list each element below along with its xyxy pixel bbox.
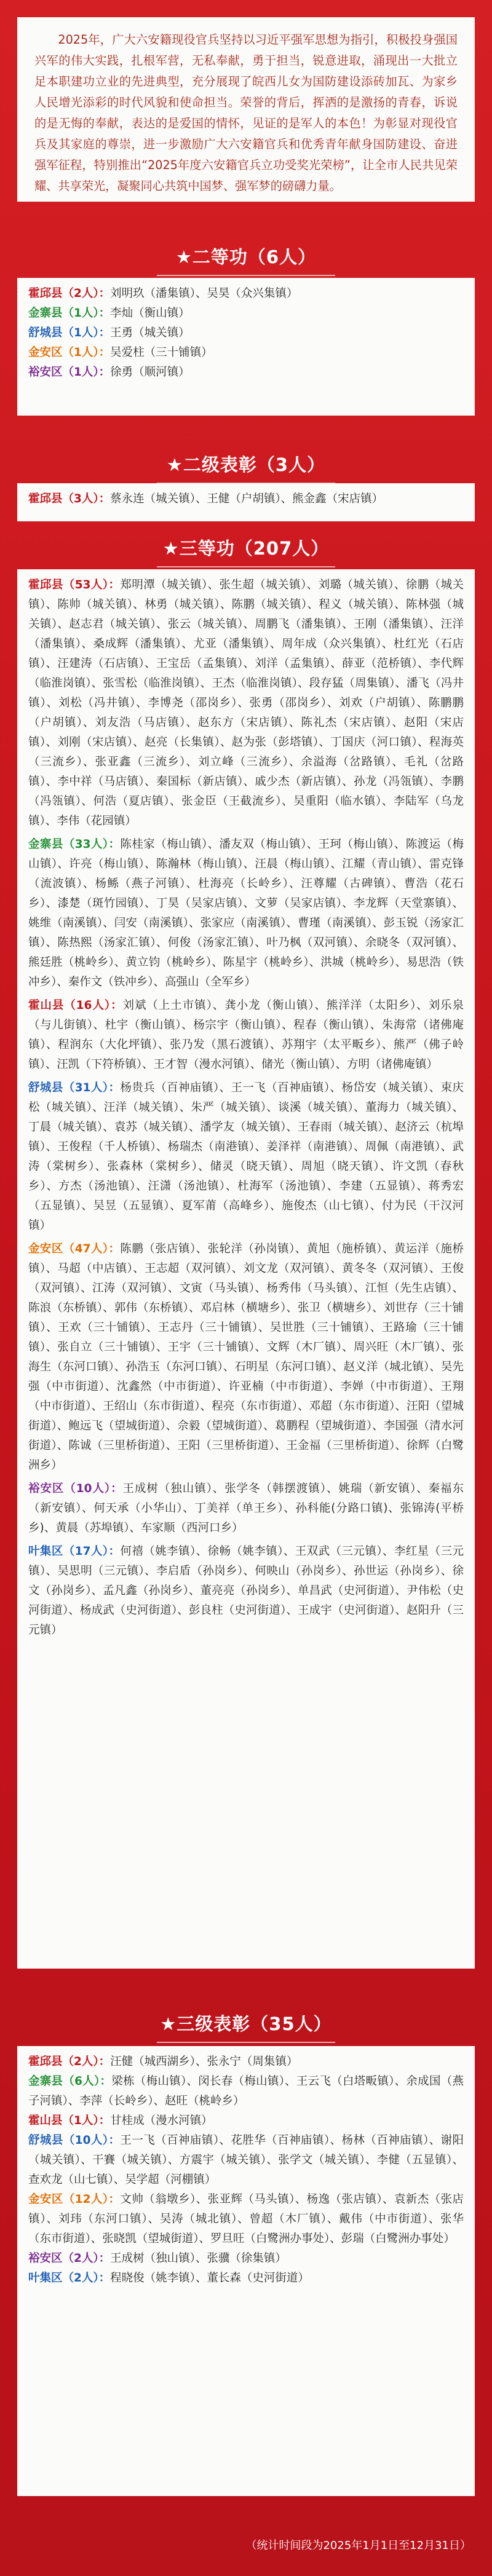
statistics-period-note: （统计时间段为2025年1月1日至12月31日）: [245, 2539, 471, 2552]
county-label: 霍邱县（53人）：: [28, 579, 121, 591]
third-class-merit-panel: [17, 569, 475, 1969]
list-item: [28, 284, 464, 304]
section-title-text: ★三级表彰（35人）: [160, 2013, 332, 2034]
people-list: 蔡永连（城关镇）、王健（户胡镇）、熊金鑫（宋店镇）: [110, 492, 384, 505]
list-item: [28, 575, 464, 831]
list-item: [28, 2131, 464, 2190]
county-label: 舒城县（1人）：: [28, 326, 111, 339]
county-label: 金安区（47人）：: [28, 1243, 121, 1255]
third-level-commendation-rows: [17, 2046, 475, 2294]
county-label: 裕安区（10人）：: [28, 1482, 123, 1495]
list-item: [28, 343, 464, 363]
section-title-text: ★二级表彰（3人）: [166, 454, 326, 475]
intro-panel: [17, 17, 475, 202]
second-class-merit-rows: [17, 278, 475, 389]
second-level-commendation-panel: [17, 483, 475, 521]
people-list: 吴爱柱（三十铺镇）: [110, 346, 213, 359]
section-title-third-class-merit: [0, 535, 492, 567]
list-item: [28, 2190, 464, 2249]
people-list: 汪健（城西湖乡）、张永宁（周集镇）: [110, 2055, 298, 2068]
section-underline: [157, 566, 335, 567]
people-list: 刘明玖（潘集镇）、吴昊（众兴集镇）: [110, 287, 298, 300]
county-label: 霍邱县（2人）：: [28, 287, 111, 300]
county-label: 舒城县（31人）：: [28, 1081, 121, 1094]
people-list: 甘桂成（漫水河镇）: [110, 2114, 213, 2127]
people-list: 梁栋（梅山镇）、闵长春（梅山镇）、王云飞（白塔畈镇）、余成国（燕子河镇）、李萍（长岭乡）、赵旺（桃岭乡）: [28, 2075, 464, 2108]
people-list: 陈桂家（梅山镇）、潘友双（梅山镇）、王珂（梅山镇）、陈渡运（梅山镇）、许亮（梅山镇）、陈瀚林（梅山镇）、汪晨（梅山镇）、江耀（青山镇）、雷克锋（流波镇）、杨鲧（燕子河镇）、杜海亮（长岭乡）、汪尊耀（古碑镇）、曹浩（花石乡）、漆楚（斑竹园镇）、丁昊（吴家店镇）、文萝（吴家店镇）、李龙辉（天堂寨镇）、姚维（南溪镇）、闫安（南溪镇）、张家应（南溪镇）、曹瑾（南溪镇）、彭玉锐（汤家汇镇）、陈热熙（汤家汇镇）、何俊（汤家汇镇）、叶乃枫（双河镇）、余晓冬（双河镇）、熊廷胜（桃岭乡）、黄立钧（桃岭乡）、陈星宇（桃岭乡）、洪城（桃岭乡）、易思浩（铁冲乡）、秦作文（铁冲乡）、高强山（全军乡）: [28, 838, 464, 989]
county-label: 霍邱县（2人）：: [28, 2055, 111, 2068]
list-item: [28, 2111, 464, 2131]
county-label: 霍山县（16人）：: [28, 999, 123, 1012]
second-level-commendation-rows: [17, 483, 475, 515]
section-title-text: ★三等功（207人）: [162, 538, 330, 559]
list-item: [28, 1239, 464, 1476]
list-item: [28, 489, 464, 509]
list-item: [28, 2269, 464, 2288]
people-list: 王勇（城关镇）: [110, 326, 190, 339]
people-list: 程晓俊（姚李镇）、董长森（史河街道）: [110, 2272, 309, 2285]
list-item: [28, 363, 464, 382]
people-list: 陈鹏（张店镇）、张轮洋（孙岗镇）、黄旭（施桥镇）、黄运洋（施桥镇）、马超（中店镇）、王志超（双河镇）、刘文龙（双河镇）、黄冬冬（双河镇）、王俊（双河镇）、江涛（双河镇）、文寅（马头镇）、杨秀伟（马头镇）、江恒（先生店镇）、陈浪（东桥镇）、郭伟（东桥镇）、邓启林（横塘乡）、张卫（横塘乡）、刘世存（三十铺镇）、王欢（三十铺镇）、王志丹（三十铺镇）、吴世胜（三十铺镇）、王路瑜（三十铺镇）、张自立（三十铺镇）、王宇（三十铺镇）、文辉（木厂镇）、周兴旺（木厂镇）、张海生（东河口镇）、孙浩玉（东河口镇）、石明星（东河口镇）、赵义洋（城北镇）、吴先强（中市街道）、沈鑫然（中市街道）、许亚楠（中市街道）、李婵（中市街道）、王翔（中市街道）、王绍山（东市街道）、程亮（东市街道）、邓超（东市街道）、汪阳（望城街道）、鲍远飞（望城街道）、佘毅（望城街道）、葛鹏程（望城街道）、李国强（清水河街道）、陈诚（三里桥街道）、王阳（三里桥街道）、王金福（三里桥街道）、徐辉（白鹭洲乡）: [28, 1243, 464, 1472]
section-underline: [157, 275, 335, 276]
section-title-second-class-merit: [0, 243, 492, 276]
people-list: 刘斌（上土市镇）、龚小龙（衡山镇）、熊洋洋（太阳乡）、刘乐泉（与儿街镇）、杜宇（衡山镇）、杨宗宇（衡山镇）、程春（衡山镇）、朱海常（诸佛庵镇）、程润东（大化坪镇）、张乃发（黑石渡镇）、苏翔宇（太平畈乡）、熊严（佛子岭镇）、汪凯（下符桥镇）、王才智（漫水河镇）、储光（衡山镇）、方明（诸佛庵镇）: [28, 999, 464, 1071]
list-item: [28, 2249, 464, 2269]
people-list: 何禧（姚李镇）、徐畅（姚李镇）、王双武（三元镇）、李红星（三元镇）、吴思明（三元镇）、李启盾（孙岗乡）、何映山（孙岗乡）、孙世运（孙岗乡）、徐文（孙岗乡）、孟凡鑫（孙岗乡）、董亮亮（孙岗乡）、单昌武（史河街道）、尹伟松（史河街道）、杨成武（史河街道）、彭良柱（史河街道）、王成宇（史河街道）、赵阳升（三元镇）: [28, 1545, 464, 1637]
third-level-commendation-panel: [17, 2046, 475, 2496]
list-item: [28, 1479, 464, 1538]
county-label: 金安区（1人）：: [28, 346, 111, 359]
county-label: 金寨县（1人）：: [28, 307, 111, 320]
county-label: 裕安区（1人）：: [28, 366, 111, 379]
county-label: 叶集区（17人）：: [28, 1545, 121, 1558]
county-label: 舒城县（10人）：: [28, 2134, 121, 2147]
people-list: 杨贵兵（百神庙镇）、王一飞（百神庙镇）、杨岱安（城关镇）、束庆松（城关镇）、汪洋（城关镇）、朱严（城关镇）、谈溪（城关镇）、董海力（城关镇）、丁晨（城关镇）、袁苏（城关镇）、潘学友（城关镇）、王春雨（城关镇）、赵济云（杭埠镇）、王俊程（千人桥镇）、杨瑞杰（南港镇）、姜泽祥（南港镇）、周佩（南港镇）、武涛（棠树乡）、张森林（棠树乡）、储灵（晓天镇）、周旭（晓天镇）、许文凯（春秋乡）、方杰（汤池镇）、汪潇（汤池镇）、杜海军（汤池镇）、李建（五显镇）、蒋秀宏（五显镇）、吴昱（五显镇）、夏军莆（高峰乡）、施俊杰（山七镇）、付为民（干汉河镇）: [28, 1081, 464, 1232]
section-title-third-level-commendation: [0, 2010, 492, 2043]
list-item: [28, 2072, 464, 2111]
people-list: 王一飞（百神庙镇）、花胜华（百神庙镇）、杨林（百神庙镇）、谢阳（城关镇）、干賽（城关镇）、方震宇（城关镇）、张学文（城关镇）、李健（五显镇）、查欢龙（山七镇）、吴学超（河棚镇）: [28, 2134, 464, 2186]
list-item: [28, 1078, 464, 1236]
people-list: 郑明潭（城关镇）、张生超（城关镇）、刘璐（城关镇）、徐鹏（城关镇）、陈帅（城关镇）、林勇（城关镇）、陈鹏（城关镇）、程义（城关镇）、陈林强（城关镇）、赵志君（城关镇）、张云（城关镇）、周鹏飞（潘集镇）、王刚（潘集镇）、汪洋（潘集镇）、桑成辉（潘集镇）、尤亚（潘集镇）、周年成（众兴集镇）、杜红光（石店镇）、汪建涛（石店镇）、王宝岳（孟集镇）、刘洋（孟集镇）、薛亚（范桥镇）、李代辉（临淮岗镇）、张雪松（临淮岗镇）、王杰（临淮岗镇）、段存猛（周集镇）、潘飞（冯井镇）、刘松（冯井镇）、李博尧（邵岗乡）、张勇（邵岗乡）、刘欢（户胡镇）、陈鹏鹏（户胡镇）、刘友浩（马店镇）、赵东方（宋店镇）、陈礼杰（宋店镇）、赵阳（宋店镇）、刘刚（宋店镇）、赵亮（长集镇）、赵为张（彭塔镇）、丁国庆（河口镇）、程海英（三流乡）、张亚鑫（三流乡）、刘立峰（三流乡）、余溢海（岔路镇）、毛礼（岔路镇）、李中祥（马店镇）、秦国标（新店镇）、戚少杰（新店镇）、孙龙（冯瓴镇）、李鹏（冯瓴镇）、何浩（夏店镇）、张金臣（王截流乡）、吴重阳（临水镇）、李陆军（乌龙镇）、李伟（花园镇）: [28, 579, 464, 828]
county-label: 金安区（12人）：: [28, 2193, 121, 2206]
list-item: [28, 835, 464, 992]
section-title-second-level-commendation: [0, 451, 492, 484]
people-list: 文帅（翁墩乡）、张亚辉（马头镇）、杨逸（张店镇）、袁新杰（张店镇）、刘玮（东河口镇）、吴涛（城北镇）、曾超（木厂镇）、戴伟（中市街道）、张华（东市街道）、张晓凯（望城街道）、罗旦旺（白鹭洲办事处）、彭瑞（白鹭洲办事处）: [28, 2193, 464, 2245]
county-label: 金寨县（6人）：: [28, 2075, 112, 2088]
third-class-merit-rows: [17, 569, 475, 1650]
county-label: 霍山县（1人）：: [28, 2114, 111, 2127]
list-item: [28, 996, 464, 1075]
list-item: [28, 323, 464, 343]
people-list: 王成树（独山镇）、张学冬（韩摆渡镇）、姚瑞（新安镇）、秦福东（新安镇）、何天承（小华山）、丁美祥（单王乡）、孙科能(分路口镇)、张锦涛(平桥乡)、黄晨（苏埠镇）、车家顺（西河口乡）: [28, 1482, 464, 1535]
list-item: [28, 2052, 464, 2072]
second-class-merit-panel: [17, 278, 475, 416]
county-label: 金寨县（33人）：: [28, 838, 121, 851]
county-label: 裕安区（2人）：: [28, 2252, 111, 2265]
list-item: [28, 1542, 464, 1640]
intro-text: 2025年，广大六安籍现役官兵坚持以习近平强军思想为指引，积极投身强国兴军的伟大实践，扎根军营，无私奉献，勇于担当，锐意进取，涌现出一大批立足本职建功立业的先进典型，充分展现了皖西儿女为国防建设添砖加瓦、为家乡人民增光添彩的时代风貌和使命担当。荣誉的背后，挥洒的是激扬的青春，诉说的是无悔的奉献，表达的是爱国的情怀，见证的是军人的本色！为彰显对现役官兵及其家庭的尊崇，进一步激励广大六安籍官兵和优秀青年献身国防建设、奋进强军征程，特别推出“2025年度六安籍官兵立功受奖光荣榜”，让全市人民共见荣耀、共享荣光，凝聚同心共筑中国梦、强军梦的磅礴力量。: [34, 33, 458, 193]
county-label: 叶集区（2人）：: [28, 2272, 111, 2285]
section-underline: [157, 2042, 335, 2043]
list-item: [28, 304, 464, 323]
county-label: 霍邱县（3人）：: [28, 492, 111, 505]
people-list: 王成树（独山镇）、张骥（徐集镇）: [110, 2252, 287, 2265]
section-title-text: ★二等功（6人）: [175, 247, 317, 267]
people-list: 李灿（衡山镇）: [110, 307, 190, 320]
people-list: 徐勇（顺河镇）: [110, 366, 190, 379]
